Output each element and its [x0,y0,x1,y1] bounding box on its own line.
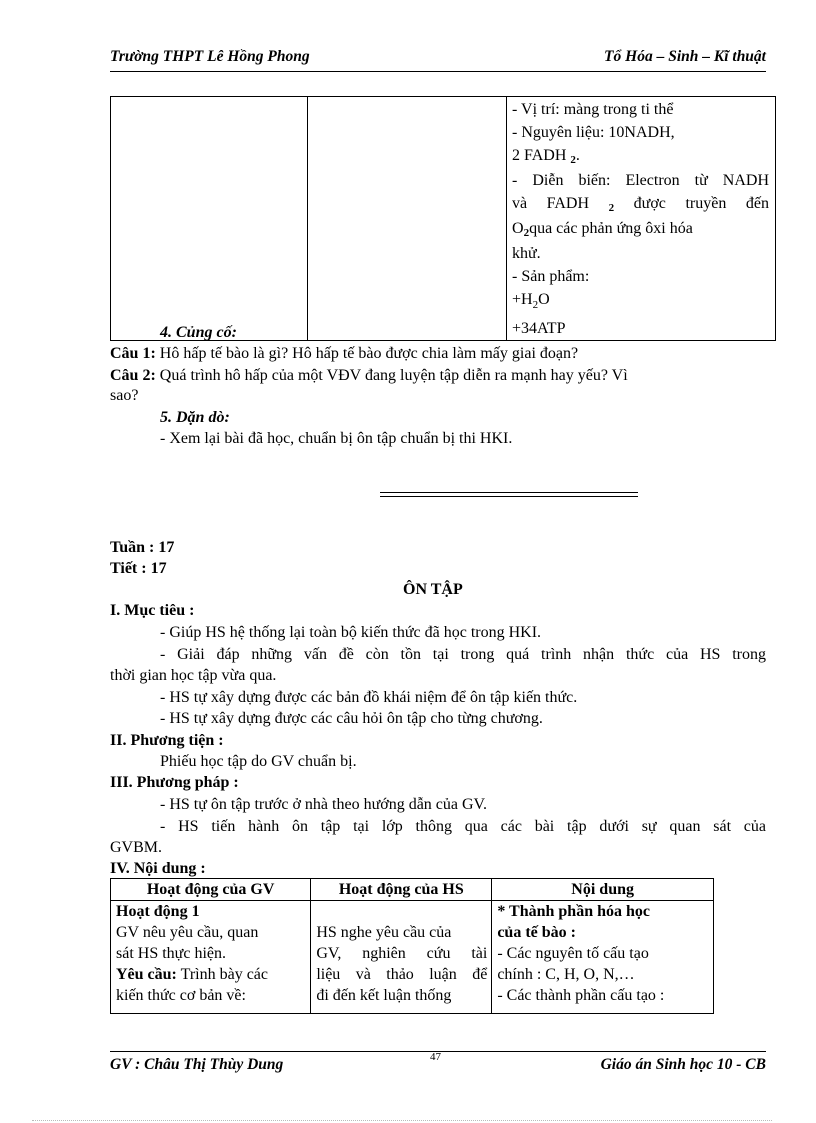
week-number: 17 [158,539,175,556]
water-h: +H [512,291,533,308]
subscript-2c: 2 [523,227,530,239]
content-title-2: của tế bào : [497,924,576,941]
gv-line-3 [116,964,306,985]
objective-3: - HS tự xây dựng được các bản đồ khái niệm để ôn tập kiến thức. [160,689,578,706]
table-cell-empty-1 [111,97,308,341]
header-hs: Hoạt động của HS [311,879,492,901]
hs-line-1: HS nghe yêu cầu của [316,924,452,941]
content-line-2: chính : C, H, O, N,… [497,966,635,983]
requirement-text: Trình bày các [176,966,268,983]
process-line-4: khử. [512,245,541,262]
table-cell-empty-2 [308,97,507,341]
department-name: Tổ Hóa – Sinh – Kĩ thuật [604,48,766,65]
content-line-3: - Các thành phần cấu tạo : [497,987,665,1004]
process-3-rest: qua các phản ứng ôxi hóa [529,220,693,237]
period-line [110,559,167,579]
materials-line: - Nguyên liệu: 10NADH, [512,124,675,141]
water-o: O [538,291,550,308]
fadh-2: và FADH [512,195,590,212]
book-title: Giáo án Sinh học 10 - CB [600,1056,766,1073]
process-line-1: - Diễn biến: Electron từ NADH [512,172,769,189]
method-2: - HS tiến hành ôn tập tại lớp thông qua các bài tập dưới sự quan sát của [160,818,766,835]
homework-title: 5. Dặn dò: [160,409,230,426]
question-1 [110,344,578,364]
products-line: - Sản phẩm: [512,268,590,285]
section-divider [380,492,638,497]
objective-2-cont: thời gian học tập vừa qua. [110,667,277,684]
fadh-text: 2 FADH [512,147,567,164]
method-2-cont: GVBM. [110,839,163,856]
header-content: Nội dung [492,879,714,901]
page-number: 47 [430,1051,441,1063]
q1-text: Hô hấp tế bào là gì? Hô hấp tế bào được chia làm mấy giai đoạn? [155,345,579,362]
header-rule [110,71,766,72]
question-2 [110,366,628,386]
content-cell [492,901,714,1014]
week-line [110,538,174,558]
water-sub: 2 [532,299,539,312]
objective-1: - Giúp HS hệ thống lại toàn bộ kiến thức đã học trong HKI. [160,624,542,641]
objective-4: - HS tự xây dựng được các câu hỏi ôn tập cho từng chương. [160,710,543,727]
q2-label: Câu 2: [110,367,156,384]
consolidation-title: 4. Củng cố: [160,324,237,341]
bottom-dotted-rule [32,1120,772,1121]
process-2-rest: được truyền đến [614,195,769,212]
header-gv: Hoạt động của GV [111,879,311,901]
subscript-2b: 2 [608,202,615,214]
hs-line-4: đi đến kết luận thống [316,987,452,1004]
method-1: - HS tự ôn tập trước ở nhà theo hướng dẫn của GV. [160,796,488,813]
subscript-2: 2 [570,154,576,166]
homework-text: - Xem lại bài đã học, chuẩn bị ôn tập chuẩn bị thi HKI. [160,430,513,447]
materials-cont [512,144,769,169]
lesson-title: ÔN TẬP [403,581,463,598]
process-line-2 [512,192,769,217]
means-text: Phiếu học tập do GV chuẩn bị. [160,753,357,770]
hs-line-3: liệu và thảo luận để [316,966,488,983]
period-number: 17 [150,560,167,577]
objective-2: - Giải đáp những vấn đề còn tồn tại trong quá trình nhận thức của HS trong [160,646,766,663]
hs-line-2: GV, nghiên cứu tài [316,945,488,962]
period-label: Tiết : [110,560,151,577]
content-line-1: - Các nguyên tố cấu tạo [497,945,649,962]
continued-table [110,96,776,341]
oxygen: O [512,220,524,237]
atp-line: +34ATP [512,320,566,338]
location-line: - Vị trí: màng trong ti thể [512,101,674,118]
methods-heading: III. Phương pháp : [110,774,239,791]
content-heading: IV. Nội dung : [110,860,206,877]
gv-line-1: GV nêu yêu cầu, quan [116,924,259,941]
requirement-label: Yêu cầu: [116,966,177,983]
week-label: Tuần : [110,539,159,556]
table-cell-content [507,97,776,341]
school-name: Trường THPT Lê Hồng Phong [110,48,310,65]
hs-cell [311,901,492,1014]
teacher-name: GV : Châu Thị Thùy Dung [110,1056,284,1073]
means-heading: II. Phương tiện : [110,732,224,749]
process-line-3 [512,217,769,242]
water-line [512,288,769,317]
question-2-cont: sao? [110,387,139,404]
activities-table [110,878,714,1014]
gv-line-2: sát HS thực hiện. [116,945,226,962]
gv-cell [111,901,311,1014]
period-text: . [575,147,580,164]
q1-label: Câu 1: [110,345,156,362]
content-title-1: * Thành phần hóa học [497,903,650,920]
hs-spacer [316,901,487,922]
activity-label: Hoạt động 1 [116,903,200,920]
q2-text: Quá trình hô hấp của một VĐV đang luyện tập diễn ra mạnh hay yếu? Vì [155,367,628,384]
gv-line-4: kiến thức cơ bản về: [116,987,246,1004]
objectives-heading: I. Mục tiêu : [110,602,195,619]
